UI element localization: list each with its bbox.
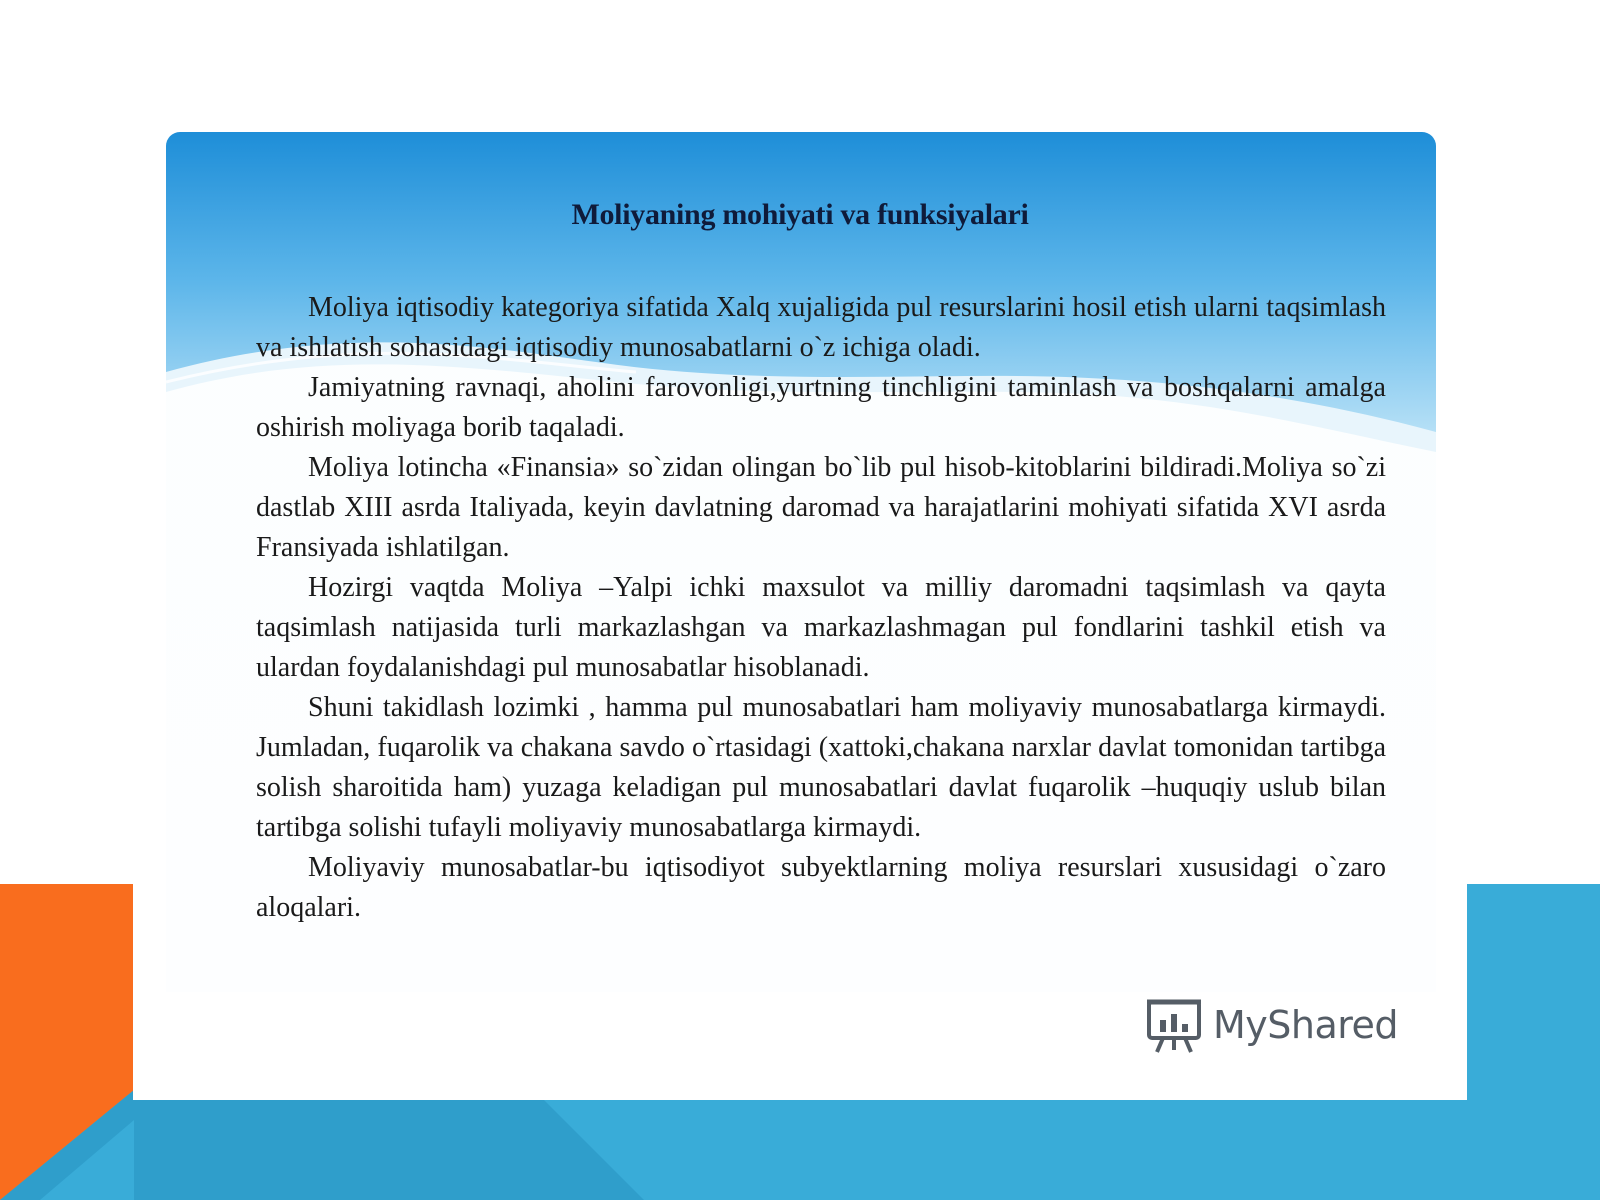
logo-text: MyShared [1213,1003,1399,1047]
presentation-board-icon [1145,996,1203,1054]
document-body [256,288,1386,928]
myshared-logo[interactable] [1145,996,1405,1054]
document-title: Moliyaning mohiyati va funksiyalari [571,198,1029,231]
paragraph: Hozirgi vaqtda Moliya –Yalpi ichki maxsulot va milliy daromadni taqsimlash va qayta taqsimlash natijasida turli markazlashgan va markazlashmagan pul fondlarini tashkil etish va ulardan foydalanishdagi pul munosabatlar hisoblanadi. [256,572,1386,683]
paragraph: Shuni takidlash lozimki , hamma pul munosabatlari ham moliyaviy munosabatlarga kirmaydi. Jumladan, fuqarolik va chakana savdo o`rtasidagi (xattoki,chakana narxlar davlat tomonidan tartibga solish sharoitida ham) yuzaga keladigan pul munosabatlari davlat fuqarolik –huquqiy uslub bilan tartibga solishi tufayli moliyaviy munosabatlarga kirmaydi. [256,692,1386,843]
orange-decor-corner [0,1090,134,1200]
paragraph: Moliyaviy munosabatlar-bu iqtisodiyot subyektlarning moliya resurslari xususidagi o`zaro aloqalari. [256,852,1386,923]
bottom-decor-highlight [134,1100,1600,1200]
paragraph: Moliya iqtisodiy kategoriya sifatida Xalq xujaligida pul resurslarini hosil etish ularni taqsimlash va ishlatish sohasidagi iqtisodiy munosabatlarni o`z ichiga oladi. [256,292,1386,363]
paragraph: Moliya lotincha «Finansia» so`zidan olingan bo`lib pul hisob-kitoblarini bildiradi.Moliya so`zi dastlab XIII asrda Italiyada, keyin davlatning daromad va harajatlarini mohiyati sifatida XVI asrda Fransiyada ishlatilgan. [256,452,1386,563]
paragraph: Jamiyatning ravnaqi, aholini farovonligi,yurtning tinchligini taminlash va boshqalarni amalga oshirish moliyaga borib taqaladi. [256,372,1386,443]
